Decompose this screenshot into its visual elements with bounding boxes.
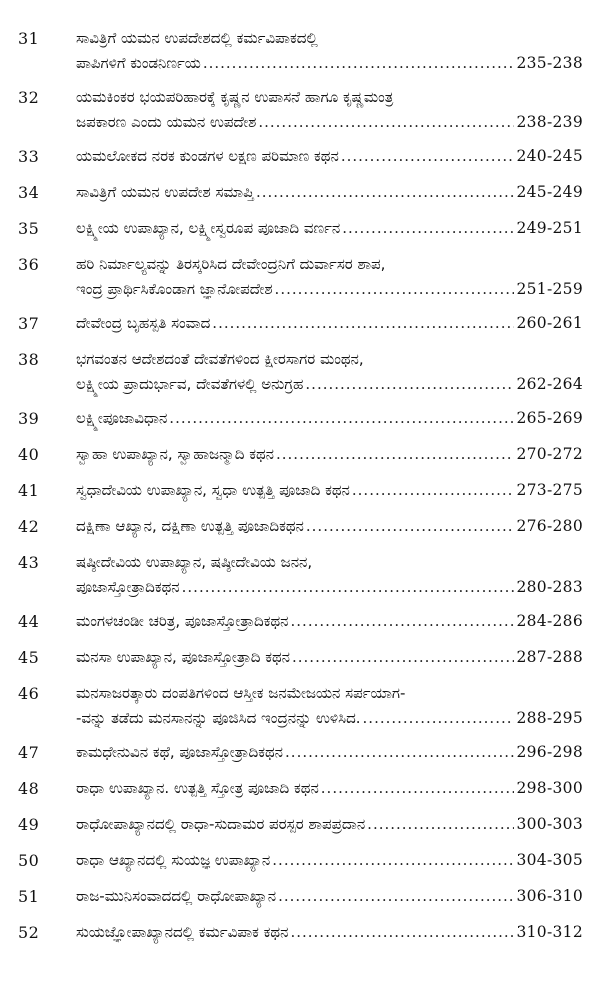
- toc-entry: [18, 442, 583, 467]
- entry-page-range: 273-275: [516, 481, 583, 499]
- dot-leader: [306, 514, 515, 539]
- entry-title-line: ಲಕ್ಷ್ಮೀಯ ಉಪಾಖ್ಯಾನ, ಲಕ್ಷ್ಮೀಸ್ವರೂಪ ಪೂಜಾದಿ ವರ್ಣನ: [76, 219, 341, 237]
- entry-page-range: 300-303: [516, 815, 583, 833]
- entry-page-range: 304-305: [516, 851, 583, 869]
- entry-last-line: [76, 812, 583, 837]
- entry-number: 46: [18, 684, 40, 703]
- dot-leader: [212, 311, 514, 336]
- entry-last-line: [76, 51, 583, 76]
- toc-entry: [18, 478, 583, 503]
- entry-number: 42: [18, 517, 40, 536]
- entry-number: 43: [18, 553, 40, 572]
- entry-page-range: 287-288: [516, 648, 583, 666]
- toc-entry: [18, 645, 583, 670]
- dot-leader: [363, 706, 515, 731]
- toc-entry: [18, 884, 583, 909]
- entry-last-line: [76, 180, 583, 205]
- entry-page-range: 288-295: [516, 709, 583, 727]
- entry-page-range: 310-312: [516, 923, 583, 941]
- dot-leader: [342, 216, 514, 241]
- dot-leader: [290, 920, 514, 945]
- entry-title-line: ಮನಸಾ ಉಪಾಖ್ಯಾನ, ಪೂಜಾಸ್ತೋತ್ರಾದಿ ಕಥನ: [76, 648, 290, 666]
- entry-title-line: ಮಂಗಳಚಂಡೀ ಚರಿತ್ರ, ಪೂಜಾಸ್ತೋತ್ರಾದಿಕಥನ: [76, 612, 289, 630]
- dot-leader: [276, 442, 514, 467]
- toc-entry: [18, 85, 583, 135]
- toc-entry: [18, 609, 583, 634]
- entry-page-range: 260-261: [516, 314, 583, 332]
- dot-leader: [305, 372, 514, 397]
- dot-leader: [321, 776, 515, 801]
- entry-number: 51: [18, 887, 40, 906]
- entry-title-line: ಯಮಲೋಕದ ನರಕ ಕುಂಡಗಳ ಲಕ್ಷಣ ಪರಿಮಾಣ ಕಥನ: [76, 147, 339, 165]
- entry-page-range: 265-269: [516, 409, 583, 427]
- entry-page-range: 249-251: [516, 219, 583, 237]
- entry-number: 47: [18, 743, 40, 762]
- toc-entry: [18, 252, 583, 302]
- entry-page-range: 296-298: [516, 743, 583, 761]
- entry-title-line: ಷಷ್ಠೀದೇವಿಯ ಉಪಾಖ್ಯಾನ, ಷಷ್ಠೀದೇವಿಯ ಜನನ,: [76, 553, 313, 571]
- toc-entry: [18, 406, 583, 431]
- toc-entry: [18, 144, 583, 169]
- entry-number: 41: [18, 481, 40, 500]
- entry-page-range: 240-245: [516, 147, 583, 165]
- entry-last-line: [76, 575, 583, 600]
- dot-leader: [182, 575, 515, 600]
- dot-leader: [292, 645, 514, 670]
- entry-last-line: [76, 478, 583, 503]
- entry-last-line: [76, 920, 583, 945]
- entry-title-line: -ವನ್ನು ತಡೆದು ಮನಸಾನನ್ನು ಪೂಜಿಸಿದ ಇಂದ್ರನನ್ನು ಉಳಿಸಿದ.: [76, 709, 361, 727]
- entry-title-line: ಲಕ್ಷ್ಮೀಪೂಜಾವಿಧಾನ: [76, 409, 168, 427]
- entry-last-line: [76, 216, 583, 241]
- entry-title-line: ಸುಯಜ್ಞೋಪಾಖ್ಯಾನದಲ್ಲಿ ಕರ್ಮವಿಪಾಕ ಕಥನ: [76, 923, 289, 941]
- toc-entry: [18, 776, 583, 801]
- entry-last-line: [76, 740, 583, 765]
- entry-title-line: ರಾಧಾ ಆಖ್ಯಾನದಲ್ಲಿ ಸುಯಜ್ಞ ಉಪಾಖ್ಯಾನ: [76, 851, 271, 869]
- entry-title-line: ಕಾಮಧೇನುವಿನ ಕಥೆ, ಪೂಜಾಸ್ತೋತ್ರಾದಿಕಥನ: [76, 743, 284, 761]
- entry-number: 48: [18, 779, 40, 798]
- entry-title-line: ಹರಿ ನಿರ್ಮಾಲ್ಯವನ್ನು ತಿರಸ್ಕರಿಸಿದ ದೇವೇಂದ್ರನಿಗೆ ದುರ್ವಾಸರ ಶಾಪ,: [76, 255, 386, 273]
- entry-last-line: [76, 110, 583, 135]
- toc-entry: [18, 550, 583, 600]
- toc-entry: [18, 311, 583, 336]
- dot-leader: [272, 848, 514, 873]
- entry-number: 34: [18, 183, 40, 202]
- dot-leader: [258, 110, 514, 135]
- toc-entry: [18, 812, 583, 837]
- entry-last-line: [76, 645, 583, 670]
- entry-number: 38: [18, 350, 40, 369]
- entry-last-line: [76, 277, 583, 302]
- dot-leader: [278, 884, 514, 909]
- dot-leader: [291, 609, 515, 634]
- entry-page-range: 238-239: [516, 113, 583, 131]
- entry-title-line: ಇಂದ್ರ ಪ್ರಾರ್ಥಿಸಿಕೊಂಡಾಗ ಜ್ಞಾನೋಪದೇಶ: [76, 280, 273, 298]
- entry-title-line: ರಾಧಾ ಉಪಾಖ್ಯಾನ. ಉತ್ಪತ್ತಿ ಸ್ತೋತ್ರ ಪೂಜಾದಿ ಕಥನ: [76, 779, 319, 797]
- entry-page-range: 245-249: [516, 183, 583, 201]
- dot-leader: [256, 180, 515, 205]
- toc-entry: [18, 740, 583, 765]
- entry-number: 39: [18, 409, 40, 428]
- entry-number: 33: [18, 147, 40, 166]
- entry-page-range: 276-280: [516, 517, 583, 535]
- dot-leader: [341, 144, 515, 169]
- entry-title-line: ರಾಜ-ಮುನಿಸಂವಾದದಲ್ಲಿ ರಾಧೋಪಾಖ್ಯಾನ: [76, 887, 277, 905]
- entry-title-line: ಸ್ವಾಹಾ ಉಪಾಖ್ಯಾನ, ಸ್ವಾಹಾಜನ್ಮಾದಿ ಕಥನ: [76, 445, 274, 463]
- entry-title-line: ಯಮಕಿಂಕರ ಭಯಪರಿಹಾರಕ್ಕೆ ಕೃಷ್ಣನ ಉಪಾಸನೆ ಹಾಗೂ ಕೃಷ್ಣಮಂತ್ರ: [76, 88, 394, 106]
- entry-page-range: 306-310: [516, 887, 583, 905]
- entry-title-line: ಮನಸಾಜರತ್ಕಾರು ದಂಪತಿಗಳಿಂದ ಆಸ್ತೀಕ ಜನಮೇಜಯನ ಸರ್ಪಯಾಗ-: [76, 684, 406, 702]
- entry-title-line: ಭಗವಂತನ ಆದೇಶದಂತೆ ದೇವತೆಗಳಿಂದ ಕ್ಷೀರಸಾಗರ ಮಂಥನ,: [76, 350, 364, 368]
- entry-title-line: ಪಾಪಿಗಳಿಗೆ ಕುಂಡನಿರ್ಣಯ: [76, 54, 201, 72]
- entry-last-line: [76, 514, 583, 539]
- toc-entry: [18, 347, 583, 397]
- entry-last-line: [76, 706, 583, 731]
- toc-entry: [18, 180, 583, 205]
- toc-entry: [18, 920, 583, 945]
- entry-number: 49: [18, 815, 40, 834]
- entry-title-line: ಸ್ವಧಾದೇವಿಯ ಉಪಾಖ್ಯಾನ, ಸ್ವಧಾ ಉತ್ಪತ್ತಿ ಪೂಜಾದಿ ಕಥನ: [76, 481, 350, 499]
- toc-entry: [18, 681, 583, 731]
- entry-last-line: [76, 848, 583, 873]
- entry-title-line: ಸಾವಿತ್ರಿಗೆ ಯಮನ ಉಪದೇಶ ಸಮಾಪ್ತಿ: [76, 183, 254, 201]
- toc-entry: [18, 514, 583, 539]
- entry-page-range: 284-286: [516, 612, 583, 630]
- entry-title-line: ಲಕ್ಷ್ಮೀಯ ಪ್ರಾದುರ್ಭಾವ, ದೇವತೆಗಳಲ್ಲಿ ಅನುಗ್ರಹ: [76, 375, 304, 393]
- entry-number: 52: [18, 923, 40, 942]
- dot-leader: [275, 277, 515, 302]
- entry-last-line: [76, 406, 583, 431]
- entry-page-range: 235-238: [516, 54, 583, 72]
- entry-number: 50: [18, 851, 40, 870]
- entry-last-line: [76, 609, 583, 634]
- toc-entry: [18, 26, 583, 76]
- entry-number: 35: [18, 219, 40, 238]
- entry-last-line: [76, 442, 583, 467]
- toc-entry: [18, 216, 583, 241]
- dot-leader: [203, 51, 515, 76]
- entry-number: 32: [18, 88, 40, 107]
- dot-leader: [352, 478, 515, 503]
- entry-number: 37: [18, 314, 40, 333]
- entry-title-line: ಸಾವಿತ್ರಿಗೆ ಯಮನ ಉಪದೇಶದಲ್ಲಿ ಕರ್ಮವಿಪಾಕದಲ್ಲಿ: [76, 29, 318, 47]
- entry-last-line: [76, 311, 583, 336]
- entry-page-range: 262-264: [516, 375, 583, 393]
- entry-page-range: 298-300: [516, 779, 583, 797]
- entry-last-line: [76, 144, 583, 169]
- entry-number: 45: [18, 648, 40, 667]
- entry-last-line: [76, 884, 583, 909]
- entry-number: 44: [18, 612, 40, 631]
- entry-number: 36: [18, 255, 40, 274]
- entry-last-line: [76, 372, 583, 397]
- toc-entry: [18, 848, 583, 873]
- dot-leader: [285, 740, 514, 765]
- entry-last-line: [76, 776, 583, 801]
- entry-page-range: 251-259: [516, 280, 583, 298]
- entry-title-line: ಪೂಜಾಸ್ತೋತ್ರಾದಿಕಥನ: [76, 578, 180, 596]
- entry-title-line: ದೇವೇಂದ್ರ ಬೃಹಸ್ಪತಿ ಸಂವಾದ: [76, 314, 211, 332]
- entry-page-range: 280-283: [516, 578, 583, 596]
- dot-leader: [169, 406, 514, 431]
- table-of-contents: [18, 26, 583, 956]
- entry-page-range: 270-272: [516, 445, 583, 463]
- entry-title-line: ಜಪಕಾರಣ ಎಂದು ಯಮನ ಉಪದೇಶ: [76, 113, 257, 131]
- entry-title-line: ದಕ್ಷಿಣಾ ಆಖ್ಯಾನ, ದಕ್ಷಿಣಾ ಉತ್ಪತ್ತಿ ಪೂಜಾದಿಕಥನ: [76, 517, 304, 535]
- entry-number: 31: [18, 29, 40, 48]
- entry-title-line: ರಾಧೋಪಾಖ್ಯಾನದಲ್ಲಿ ರಾಧಾ-ಸುದಾಮರ ಪರಸ್ಪರ ಶಾಪಪ್ರದಾನ: [76, 815, 366, 833]
- entry-number: 40: [18, 445, 40, 464]
- dot-leader: [367, 812, 514, 837]
